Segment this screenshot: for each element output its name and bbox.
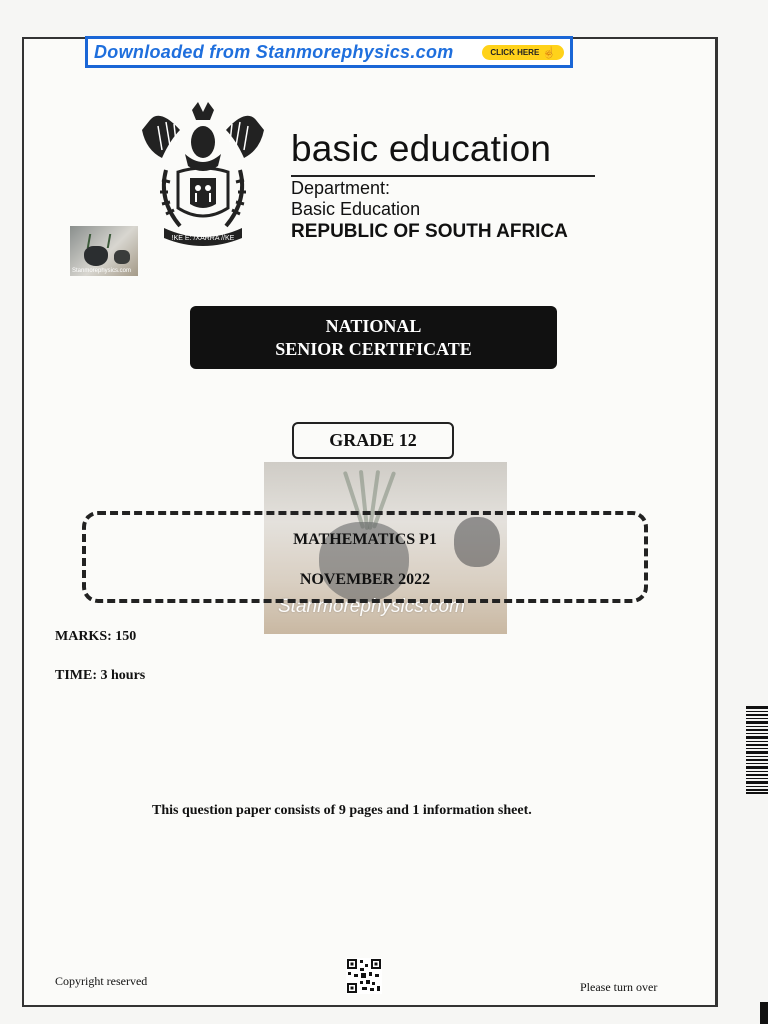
qr-code-icon	[346, 958, 382, 994]
click-here-button[interactable]	[482, 45, 564, 60]
download-banner-text: Downloaded from Stanmorephysics.com	[94, 41, 454, 62]
scan-edge-mark	[760, 1002, 768, 1024]
certificate-line-2: SENIOR CERTIFICATE	[275, 339, 472, 359]
logo-divider	[291, 175, 595, 177]
coat-of-arms-icon	[140, 100, 266, 250]
exam-subject-box	[82, 511, 648, 603]
barcode-icon	[746, 706, 768, 794]
logo-title: basic education	[291, 128, 552, 169]
click-here-label: CLICK HERE	[490, 48, 540, 57]
exam-date: NOVEMBER 2022	[299, 571, 431, 588]
paper-info: This question paper consists of 9 pages and 1 information sheet.	[152, 803, 532, 818]
thumb-caption: Stanmorephysics.com	[72, 268, 132, 274]
time-label: TIME: 3 hours	[55, 668, 146, 683]
certificate-line-1: NATIONAL	[325, 316, 422, 336]
turn-over-note: Please turn over	[580, 980, 658, 994]
stanmorephysics-thumbnail[interactable]	[70, 226, 138, 276]
exam-subject: MATHEMATICS P1	[293, 531, 437, 548]
download-banner-link[interactable]	[85, 36, 573, 68]
copyright-notice: Copyright reserved	[55, 974, 148, 988]
certificate-banner	[190, 306, 557, 369]
pointer-hand-icon: ☝	[542, 47, 556, 59]
watermark-text: Stanmorephysics.com	[278, 596, 465, 617]
marks-label: MARKS: 150	[55, 629, 137, 644]
department-label: Department:	[291, 178, 391, 198]
department-name: Basic Education	[291, 199, 421, 219]
grade-label: GRADE 12	[292, 422, 454, 459]
emblem-motto: !KE E: /XARRA //KE	[171, 235, 235, 242]
country-name: REPUBLIC OF SOUTH AFRICA	[291, 221, 568, 242]
